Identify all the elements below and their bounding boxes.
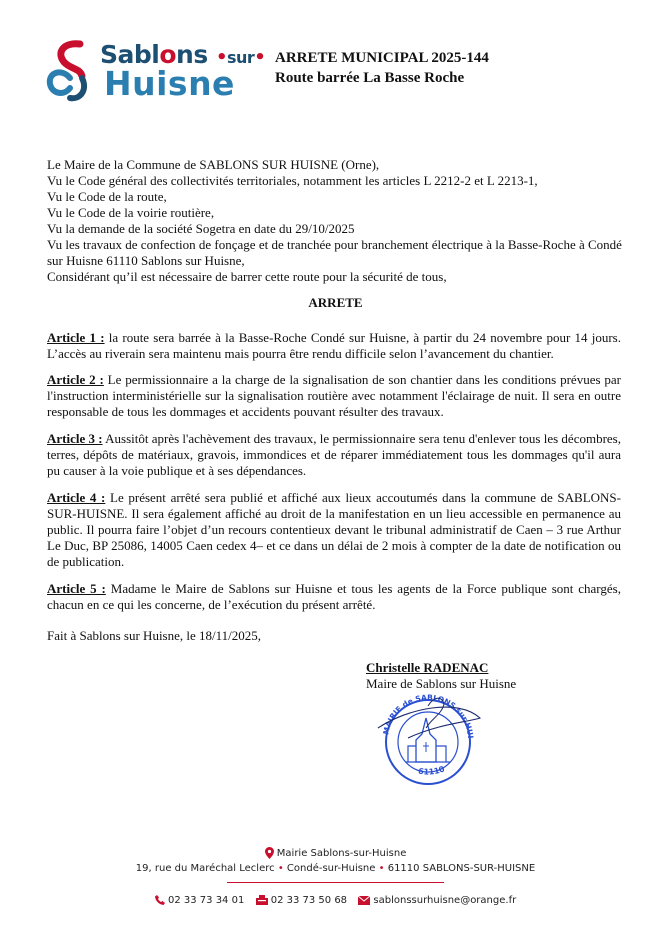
preamble (47, 157, 627, 285)
address-locality: Condé-sur-Huisne (286, 863, 376, 874)
article-4 (47, 490, 621, 570)
official-stamp (368, 688, 488, 788)
logo-name-line1: Sablons •sur• (100, 40, 266, 69)
preamble-line: Vu le Code de la route, (47, 189, 167, 204)
fax-icon (256, 895, 268, 905)
article-3 (47, 431, 621, 479)
article-text: Madame le Maire de Sablons sur Huisne et tous les agents de la Force publique sont chargés, chacun en ce qui les concerne, de l’exécution du présent arrêté. (47, 581, 621, 612)
article-text: Aussitôt après l'achèvement des travaux, le permissionnaire sera tenu d'enlever tous les décombres, terres, dépôts de matériaux, gravois, immondices et de réparer immédiatement tous les dommages qu'il aura pu causer à la voie publique et à ses dépendances. (47, 431, 621, 478)
signatory-title: Maire de Sablons sur Huisne (366, 676, 517, 691)
stamp-seal-icon (368, 688, 488, 788)
article-label: Article 5 : (47, 581, 106, 596)
article-label: Article 3 : (47, 431, 103, 446)
footer-contacts (0, 895, 671, 906)
preamble-line: Vu la demande de la société Sogetra en date du 29/10/2025 (47, 221, 355, 236)
signatory-name: Christelle RADENAC (366, 660, 489, 675)
footer-address: 19, rue du Maréchal Leclerc • Condé-sur-Huisne • 61110 SABLONS-SUR-HUISNE (135, 863, 536, 874)
address-city: 61110 SABLONS-SUR-HUISNE (387, 863, 536, 874)
preamble-line: Vu le Code général des collectivités territoriales, notamment les articles L 2212-2 et L 2213-1, (47, 173, 538, 188)
location-pin-icon (265, 847, 274, 859)
footer-org (0, 847, 671, 859)
decree-number: ARRETE MUNICIPAL 2025-144 (275, 50, 489, 66)
address-street: 19, rue du Maréchal Leclerc (135, 863, 275, 874)
footer-org-name: Mairie Sablons-sur-Huisne (276, 848, 407, 859)
preamble-line: Le Maire de la Commune de SABLONS SUR HUISNE (Orne), (47, 157, 380, 172)
arrete-heading: ARRETE (308, 295, 363, 310)
logo-name-line2: Huisne (104, 64, 235, 103)
article-5 (47, 581, 621, 613)
article-text: la route sera barrée à la Basse-Roche Condé sur Huisne, à partir du 24 novembre pour 14 jours. L’accès au riverain sera maintenu mais pourra être rendu difficile selon l’avancement du chantier. (47, 330, 621, 361)
municipality-logo (42, 38, 266, 108)
logo-mark-icon (42, 38, 102, 108)
preamble-line: Vu les travaux de confection de fonçage et de tranchée pour branchement électrique à la Basse-Roche à Condé sur Huisne 61110 Sablons sur Huisne, (47, 237, 622, 268)
email-icon (358, 896, 370, 905)
svg-text:MAIRIE de SABLONS sur HUISNE: MAIRIE de SABLONS sur HUI (381, 692, 475, 739)
fax-number: 02 33 73 50 68 (270, 895, 348, 906)
article-label: Article 1 : (47, 330, 105, 345)
footer-divider (227, 882, 444, 883)
article-text: Le présent arrêté sera publié et affiché aux lieux accoutumés dans la commune de SABLONS-SUR-HUISNE. Il sera également affiché au droit de la manifestation en un lieu accessible en permanence au public. Il pourra faire l’objet d’un recours contentieux devant le tribunal administratif de Caen – 3 rue Arthur Le Duc, BP 25086, 14005 Caen cedex 4– et ce dans un délai de 2 mois à compter de la date de notification ou de publication. (47, 490, 621, 569)
decree-subject: Route barrée La Basse Roche (275, 70, 465, 86)
document-title (275, 48, 489, 88)
article-text: Le permissionnaire a la charge de la signalisation de son chantier dans les conditions prévues par l'instruction interministérielle sur la signalisation routière avec notamment l'éclairage de nuit. Il sera en outre responsable de tous les dommages et accidents pouvant résulter des travaux. (47, 372, 621, 419)
article-label: Article 2 : (47, 372, 104, 387)
preamble-line: Considérant qu’il est nécessaire de barrer cette route pour la sécurité de tous, (47, 269, 447, 284)
phone-icon (155, 895, 165, 905)
article-2 (47, 372, 621, 420)
phone-number[interactable]: 02 33 73 34 01 (167, 895, 245, 906)
article-label: Article 4 : (47, 490, 106, 505)
place-and-date: Fait à Sablons sur Huisne, le 18/11/2025, (47, 628, 262, 643)
preamble-line: Vu le Code de la voirie routière, (47, 205, 215, 220)
article-1 (47, 330, 621, 362)
svg-text:61110: 61110 (417, 764, 446, 777)
email-address[interactable]: sablonssurhuisne@orange.fr (373, 895, 517, 906)
